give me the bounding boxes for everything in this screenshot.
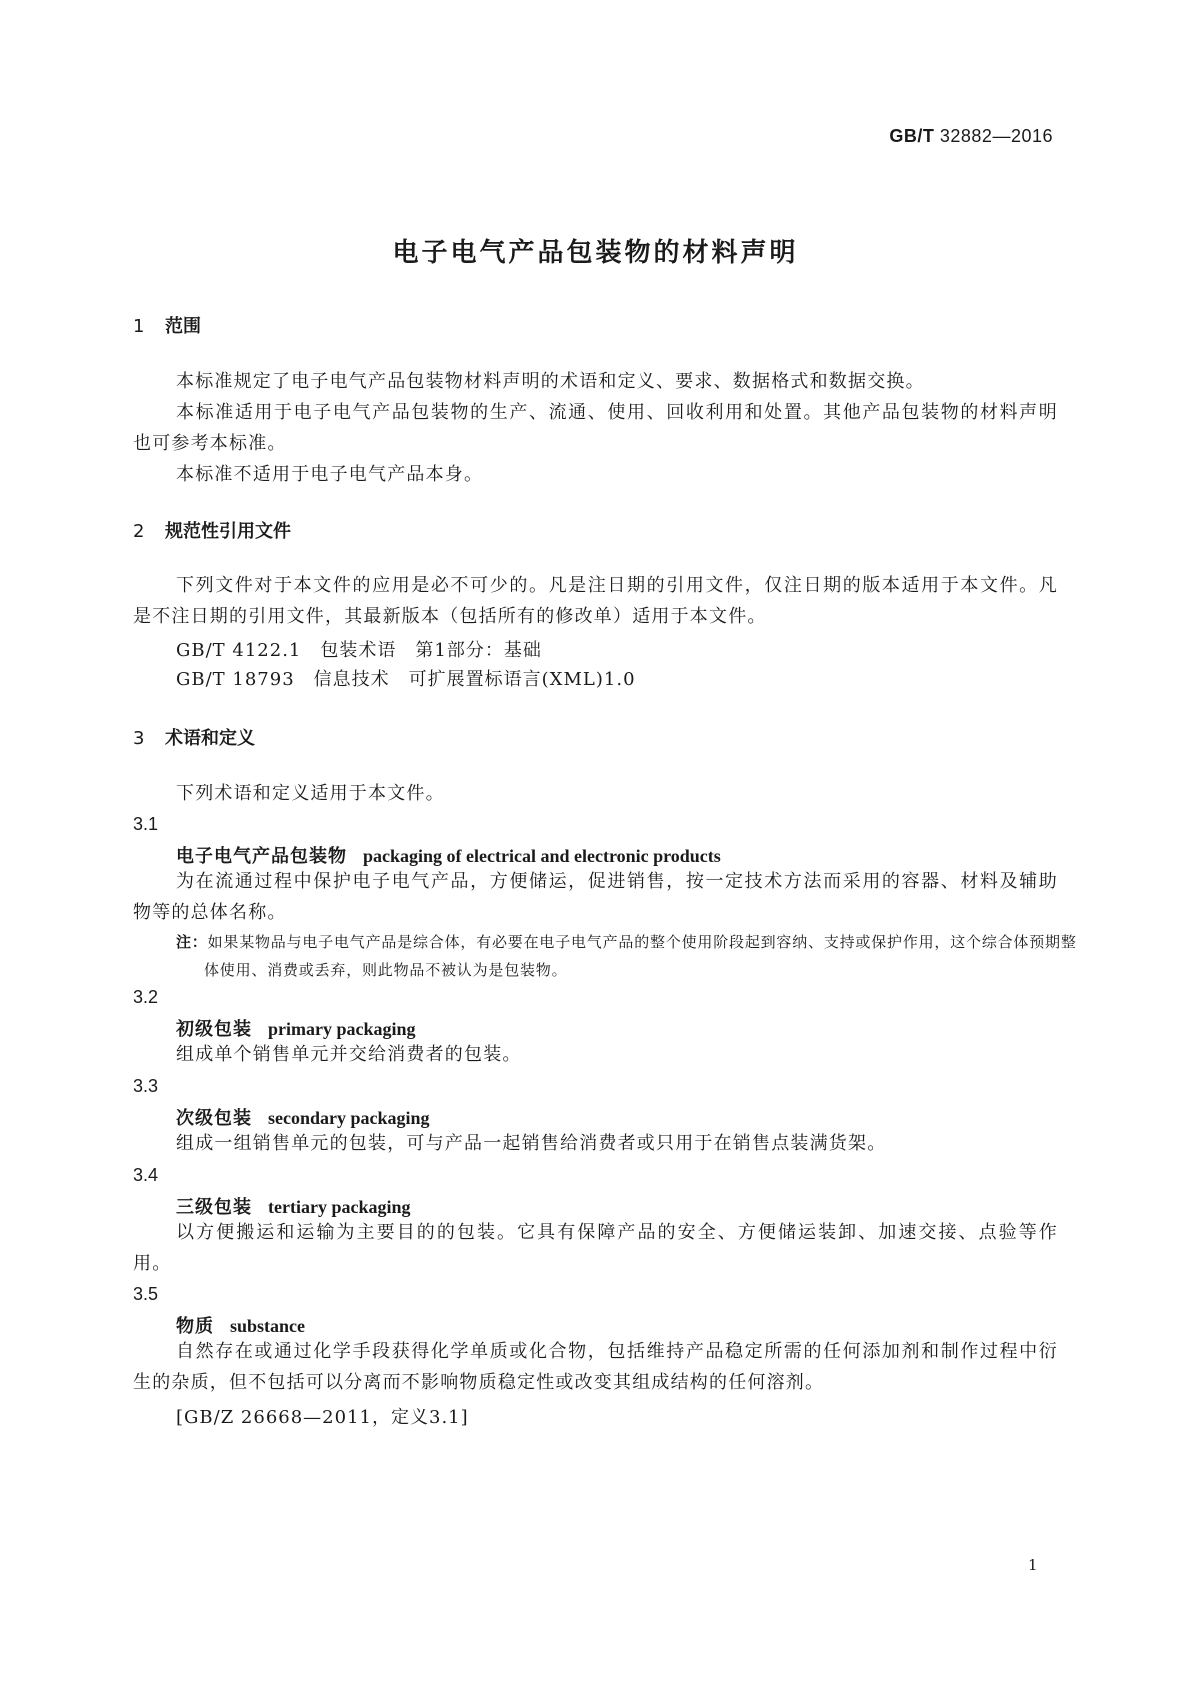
section-number: 2 [133,521,145,542]
section-number: 3 [133,728,145,749]
term-definition: 组成一组销售单元的包装，可与产品一起销售给消费者或只用于在销售点装满货架。 [176,1133,887,1154]
term-en: substance [230,1316,306,1336]
term-zh: 物质 [176,1316,214,1337]
term-definition: 为在流通过程中保护电子电气产品，方便储运，促进销售，按一定技术方法而采用的容器、材料及辅助物等的总体名称。 [133,871,1058,923]
term-zh: 电子电气产品包装物 [176,846,347,867]
term-source: [GB/Z 26668—2011，定义3.1] [176,1407,469,1428]
section-title: 术语和定义 [165,728,255,749]
term-number: 3.4 [133,1165,159,1185]
term-heading [176,1193,410,1219]
term-number: 3.1 [133,814,159,834]
standard-code-number: 32882—2016 [939,126,1053,146]
paragraph: 下列文件对于本文件的应用是必不可少的。凡是注日期的引用文件，仅注日期的版本适用于本文件。凡是不注日期的引用文件，其最新版本（包括所有的修改单）适用于本文件。 [133,575,1058,627]
term-en: primary packaging [268,1019,416,1039]
section-title: 范围 [165,316,201,337]
term-note [176,928,1086,984]
term-zh: 初级包装 [176,1019,252,1040]
section-title: 规范性引用文件 [165,521,291,542]
paragraph: 本标准不适用于电子电气产品本身。 [176,464,484,485]
standard-code-prefix: GB/T [889,126,935,146]
term-heading [176,842,721,868]
term-definition: 以方便搬运和运输为主要目的的包装。它具有保障产品的安全、方便储运装卸、加速交接、点验等作用。 [133,1222,1058,1274]
term-zh: 次级包装 [176,1108,252,1129]
term-en: packaging of electrical and electronic products [363,846,721,866]
term-number: 3.2 [133,987,159,1007]
section-1-heading [133,312,201,338]
note-text: 如果某物品与电子电气产品是综合体，有必要在电子电气产品的整个使用阶段起到容纳、支持或保护作用，这个综合体预期整体使用、消费或丢弃，则此物品不被认为是包装物。 [204,933,1077,979]
term-number: 3.5 [133,1284,159,1304]
page-number: 1 [1028,1556,1038,1574]
term-zh: 三级包装 [176,1197,252,1218]
paragraph: 本标准规定了电子电气产品包装物材料声明的术语和定义、要求、数据格式和数据交换。 [176,371,925,392]
term-heading [176,1312,305,1338]
term-definition: 自然存在或通过化学手段获得化学单质或化合物，包括维持产品稳定所需的任何添加剂和制作过程中衍生的杂质，但不包括可以分离而不影响物质稳定性或改变其组成结构的任何溶剂。 [133,1341,1058,1393]
section-3-heading [133,724,255,750]
term-heading [176,1104,430,1130]
document-title: 电子电气产品包装物的材料声明 [392,238,799,268]
section-2-heading [133,517,291,543]
standard-code [889,126,1053,147]
term-definition: 组成单个销售单元并交给消费者的包装。 [176,1044,522,1065]
note-label: 注： [176,933,208,951]
term-en: secondary packaging [268,1108,430,1128]
paragraph: 本标准适用于电子电气产品包装物的生产、流通、使用、回收利用和处置。其他产品包装物的材料声明也可参考本标准。 [133,402,1058,454]
section-number: 1 [133,316,145,337]
term-en: tertiary packaging [268,1197,411,1217]
reference-item: GB/T 18793 信息技术 可扩展置标语言(XML)1.0 [176,669,636,690]
term-number: 3.3 [133,1076,159,1096]
reference-item: GB/T 4122.1 包装术语 第1部分：基础 [176,640,542,661]
term-heading [176,1015,416,1041]
paragraph: 下列术语和定义适用于本文件。 [176,783,445,804]
